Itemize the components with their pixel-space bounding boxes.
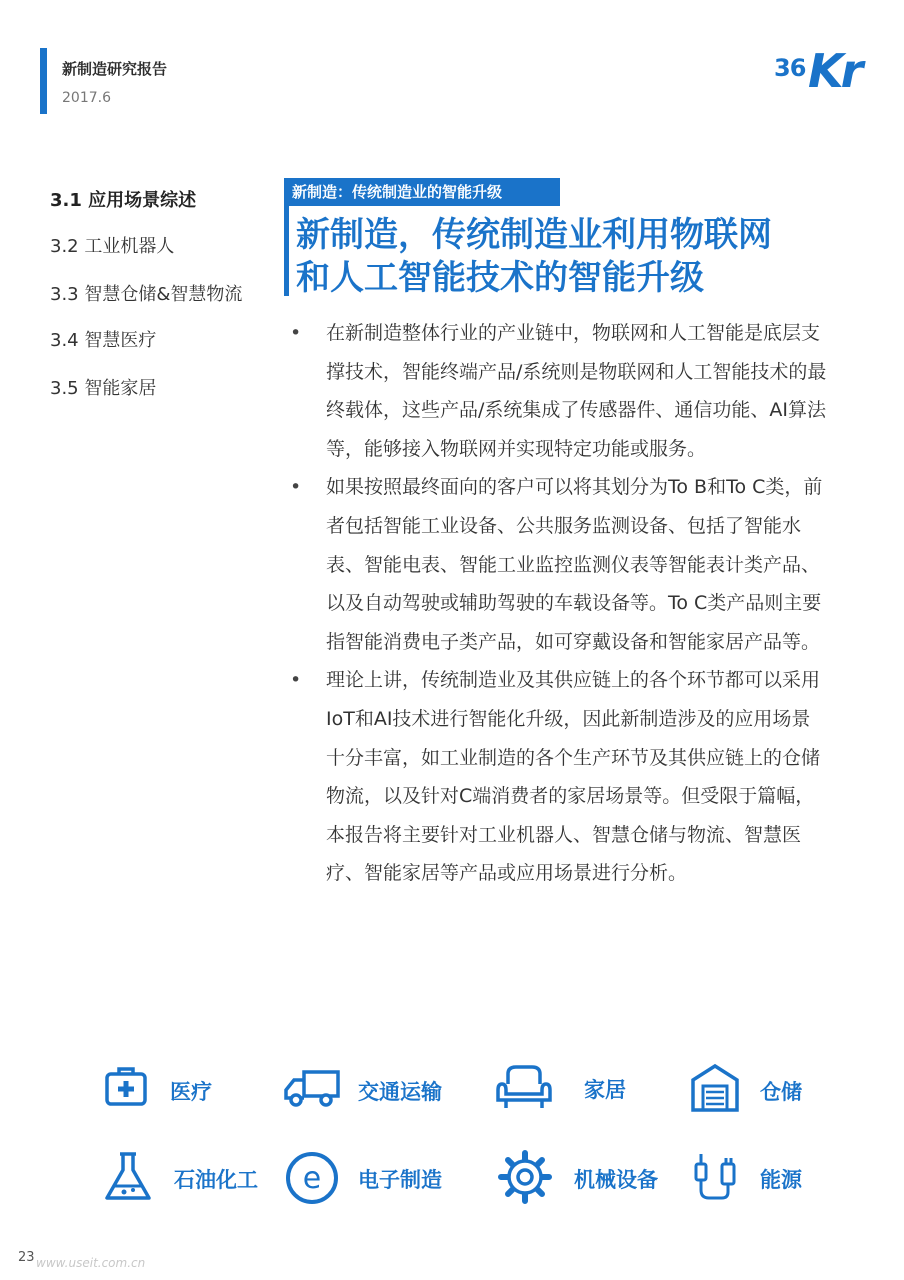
industry-label: 家居 [584, 1078, 626, 1102]
report-date: 2017.6 [62, 90, 111, 106]
bullet-dot: • [290, 669, 302, 692]
logo-letters: Kr [808, 44, 861, 98]
nav-item-3-3[interactable]: 3.3 智慧仓储&智慧物流 [50, 284, 243, 305]
industry-label: 仓储 [760, 1080, 802, 1104]
bullet-text: 理论上讲，传统制造业及其供应链上的各个环节都可以采用IoT和AI技术进行智能化升级，因此新制造涉及的应用场景十分丰富，如工业制造的各个生产环节及其供应链上的仓储物流，以及针对C端消费者的家居场景等。但受限于篇幅，本报告将主要针对工业机器人、智慧仓储与物流、智慧医疗、智能家居等产品或应用场景进行分析。 [326, 669, 821, 885]
sofa-icon [496, 1062, 552, 1114]
bullet-item [288, 661, 828, 893]
industry-label: 电子制造 [358, 1168, 442, 1192]
bullet-item [288, 314, 828, 468]
watermark: www.useit.com.cn [36, 1256, 146, 1270]
plug-icon [692, 1150, 738, 1204]
industry-label: 石油化工 [174, 1168, 258, 1192]
svg-text:e: e [302, 1161, 322, 1196]
report-title: 新制造研究报告 [62, 60, 168, 78]
title-accent-bar [284, 206, 289, 296]
bullet-text: 在新制造整体行业的产业链中，物联网和人工智能是底层支撑技术，智能终端产品/系统则是物联网和人工智能技术的最终载体，这些产品/系统集成了传感器件、通信功能、AI算法等，能够接入物联网并实现特定功能或服务。 [326, 322, 827, 460]
bullet-item [288, 468, 828, 661]
electronics-e-icon [284, 1150, 340, 1206]
nav-item-3-4[interactable]: 3.4 智慧医疗 [50, 330, 157, 351]
warehouse-icon [690, 1062, 740, 1114]
main-title-line-2: 和人工智能技术的智能升级 [296, 258, 704, 298]
nav-item-3-1[interactable]: 3.1 应用场景综述 [50, 190, 197, 211]
bullet-dot: • [290, 476, 302, 499]
nav-item-3-5[interactable]: 3.5 智能家居 [50, 378, 157, 399]
industry-icon-grid [0, 1050, 904, 1210]
logo-number: 36 [774, 54, 806, 82]
main-title-line-1: 新制造，传统制造业利用物联网 [296, 215, 772, 255]
section-tag: 新制造：传统制造业的智能升级 [284, 178, 560, 206]
bullet-list [288, 314, 828, 893]
main-title [296, 214, 772, 300]
nav-item-3-2[interactable]: 3.2 工业机器人 [50, 236, 175, 257]
page-number: 23 [18, 1250, 35, 1265]
gear-icon [498, 1150, 552, 1204]
industry-label: 交通运输 [358, 1080, 442, 1104]
truck-icon [282, 1062, 342, 1110]
industry-label: 机械设备 [574, 1168, 658, 1192]
medical-kit-icon [102, 1062, 150, 1110]
industry-label: 能源 [760, 1168, 802, 1192]
industry-label: 医疗 [170, 1080, 212, 1104]
bullet-text: 如果按照最终面向的客户可以将其划分为To B和To C类，前者包括智能工业设备、公共服务监测设备、包括了智能水表、智能电表、智能工业监控监测仪表等智能表计类产品、以及自动驾驶或辅助驾驶的车载设备等。To C类产品则主要指智能消费电子类产品，如可穿戴设备和智能家居产品等。 [326, 476, 823, 653]
flask-icon [102, 1150, 154, 1204]
bullet-dot: • [290, 322, 302, 344]
header-accent-bar [40, 48, 47, 114]
